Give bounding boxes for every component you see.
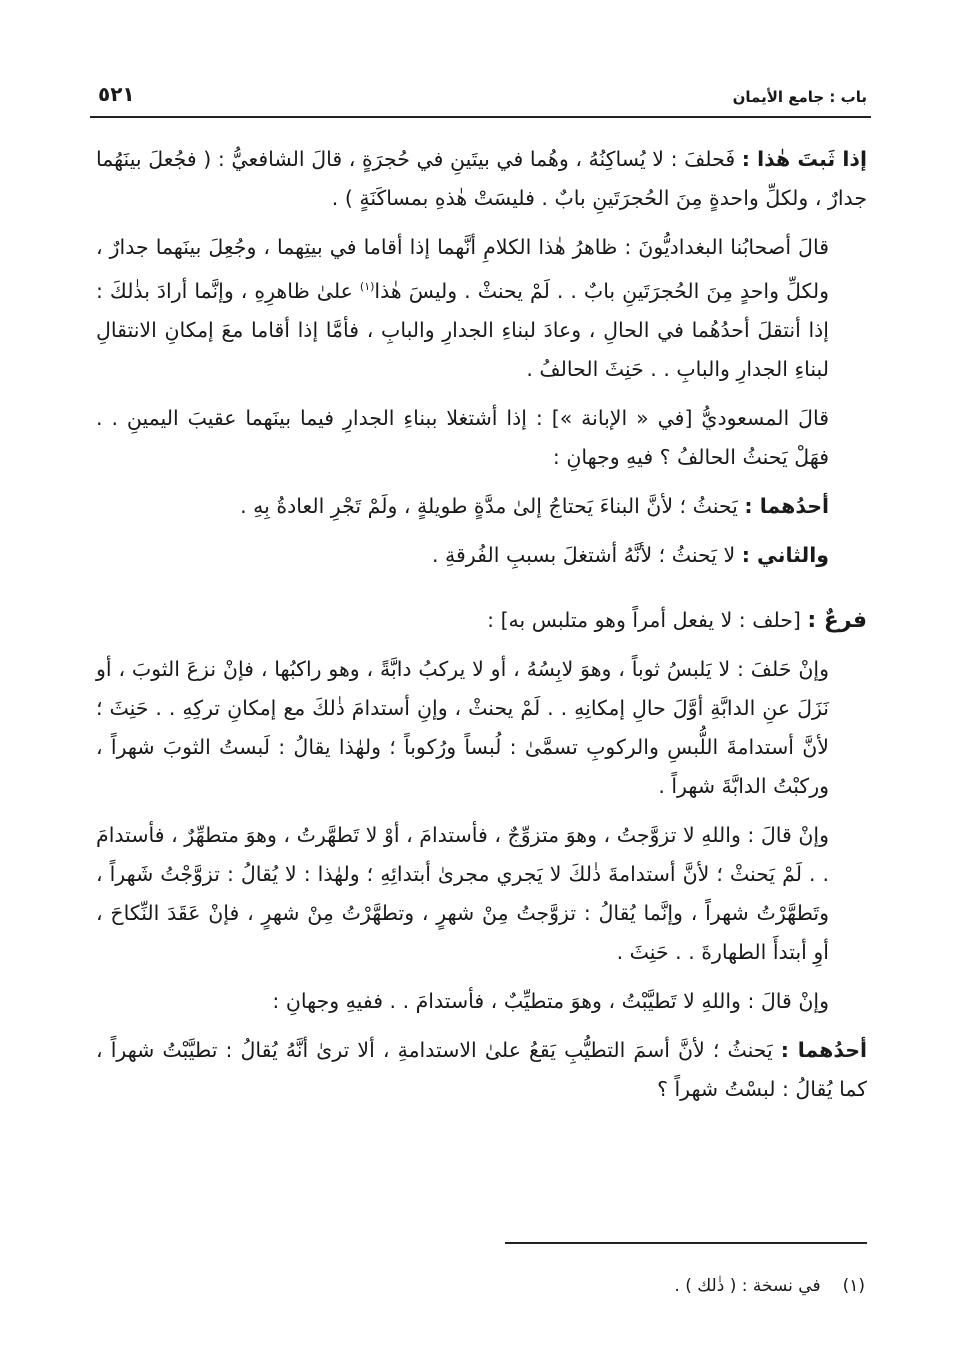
paragraph-lead: أحدُهما : (780, 1037, 867, 1062)
paragraph-text: لا يَحنثُ ؛ لأنَّهُ أشتغلَ بسببِ الفُرقةِ . (431, 542, 742, 567)
branch-title: [حلف : لا يفعل أمراً وهو متلبس به] : (487, 607, 808, 632)
paragraph-text: قالَ أصحابُنا البغداديُّونَ : ظاهرُ هٰذا الكلامِ أنَّهما إذا أقاما في بيتِهما ، وجُعِلَ بينَهما جدارٌ ، ولكلِّ واحدٍ مِنَ الحُجرَتَينِ بابٌ . . لَمْ يحنثْ . وليسَ هٰذا (96, 235, 829, 303)
paragraph-text-continued: علىٰ ظاهرِهِ ، وإنَّما أرادَ بذٰلكَ : إذا أنتقلَ أحدُهُما في الحالِ ، وعادَ لبناءِ الجدارِ والبابِ ، فأمَّا إذا أقاما معَ إمكانِ الانتقالِ لبناءِ الجدارِ والبابِ . . حَنِثَ الحالفُ . (96, 278, 829, 381)
paragraph-4 (96, 650, 867, 806)
paragraph-text: يَحنثُ ؛ لأنَّ أسمَ التطيُّبِ يَقعُ علىٰ الاستدامةِ ، ألا ترىٰ أنَّهُ يُقالُ : تطيَّبْتُ شهراً ، كما يُقالُ : لبسْتُ شهراً ؟ (96, 1037, 867, 1101)
branch-label: فرعٌ : (807, 607, 867, 633)
page-number: ٥٢١ (98, 82, 135, 106)
main-text (96, 140, 867, 1119)
footnote-marker[interactable]: (١) (359, 280, 375, 293)
paragraph-3 (96, 399, 867, 477)
page-header (90, 82, 871, 118)
paragraph-text: يَحنثُ ؛ لأنَّ البناءَ يَحتاجُ إلىٰ مدَّةٍ طويلةٍ ، ولَمْ تَجْرِ العادةُ بِهِ . (240, 493, 745, 518)
paragraph-lead: أحدُهما : (744, 493, 829, 518)
paragraph-1 (96, 140, 867, 218)
paragraph-first-aspect (96, 487, 867, 526)
footnote-divider (505, 1242, 867, 1244)
paragraph-text: وإنْ حَلفَ : لا يَلبسُ ثوباً ، وهوَ لابِسُهُ ، أو لا يركبُ دابَّةً ، وهو راكبُها ، فإنْ نزعَ الثوبَ ، أو نَزَلَ عنِ الدابَّةِ أوَّلَ حالِ إمكانِهِ . . لَمْ يحنثْ ، وإنِ أستدامَ ذٰلكَ مع إمكانِ تركِهِ . . حَنِثَ ؛ لأنَّ أستدامةَ اللُّبسِ والركوبِ تسمَّىٰ : لُبساً ورُكوباً ؛ ولهٰذا يقالُ : لَبستُ الثوبَ شهراً ، وركبْتُ الدابَّةَ شهراً . (96, 656, 829, 798)
paragraph-text: فَحلفَ : لا يُساكِنُهُ ، وهُما في بيتَينِ في حُجرَةٍ ، قالَ الشافعيُّ : ( فجُعلَ بينَهُما جدارٌ ، ولكلِّ واحدةٍ مِنَ الحُجرَتَينِ بابٌ . فليسَتْ هٰذهِ بمساكَنَةٍ ) . (96, 147, 867, 210)
branch-heading (96, 601, 867, 640)
paragraph-7 (96, 1031, 867, 1109)
footnote-text: في نسخة : ( ذٰلك ) . (674, 1276, 821, 1296)
paragraph-text: وإنْ قالَ : واللهِ لا تزوَّجتُ ، وهوَ متزوِّجٌ ، فأستدامَ ، أوْ لا تَطهَّرتُ ، وهوَ متطهِّرٌ ، فأستدامَ . . لَمْ يَحنثْ ؛ لأنَّ أستدامةَ ذٰلكَ لا يَجري مجرىٰ أبتدائِهِ ؛ ولهٰذا : لا يُقالُ : تزوَّجْتُ شَهراً ، وتَطهَّرْتُ شهراً ، وإنَّما يُقالُ : تزوَّجتُ مِنْ شهرٍ ، وتطهَّرْتُ مِنْ شهرٍ ، فإنْ عَقَدَ النِّكاحَ ، أوِ أبتدأَ الطهارةَ . . حَنِثَ . (96, 822, 829, 964)
paragraph-second-aspect (96, 536, 867, 575)
paragraph-lead: والثاني : (741, 542, 829, 567)
footnote (674, 1276, 865, 1296)
paragraph-6 (96, 982, 867, 1021)
paragraph-5 (96, 816, 867, 972)
paragraph-lead: إذا ثَبتَ هٰذا : (741, 147, 867, 171)
paragraph-text: وإنْ قالَ : واللهِ لا تَطيَّبْتُ ، وهوَ متطيِّبٌ ، فأستدامَ . . ففيهِ وجهانِ : (272, 988, 829, 1013)
footnote-number: (١) (842, 1276, 865, 1296)
section-gap (96, 585, 867, 601)
paragraph-text: قالَ المسعوديُّ [في « الإبانة »] : إذا أشتغلا ببناءِ الجدارِ فيما بينَهما عقيبَ اليمينِ . . فهَلْ يَحنثُ الحالفُ ؟ فيهِ وجهانِ : (96, 405, 829, 469)
running-title: باب : جامع الأيمان (732, 88, 867, 106)
paragraph-2 (96, 228, 867, 389)
